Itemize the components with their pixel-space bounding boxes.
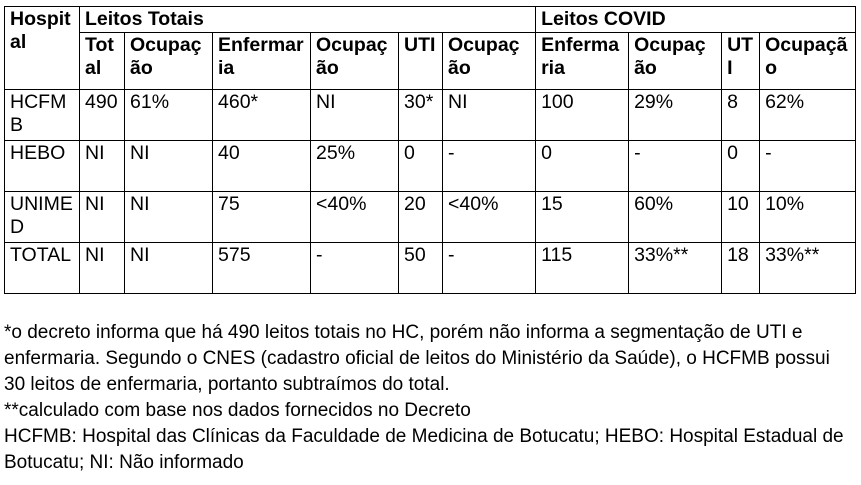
table-cell: -	[311, 243, 399, 294]
table-cell: <40%	[311, 192, 399, 243]
header-ocupacao-uti: Ocupação	[443, 33, 536, 90]
table-cell: NI	[80, 141, 125, 192]
row-hospital: TOTAL	[5, 243, 80, 294]
table-cell: 115	[536, 243, 629, 294]
table-cell: 460*	[213, 90, 311, 141]
table-cell: 62%	[760, 90, 856, 141]
table-cell: 0	[536, 141, 629, 192]
table-cell: 33%**	[629, 243, 722, 294]
table-cell: NI	[125, 243, 213, 294]
table-cell: 18	[722, 243, 760, 294]
table-cell: -	[443, 141, 536, 192]
table-cell: 15	[536, 192, 629, 243]
header-ocupacao-total: Ocupação	[125, 33, 213, 90]
table-cell: NI	[125, 141, 213, 192]
table-cell: 0	[722, 141, 760, 192]
footnotes	[4, 320, 856, 476]
header-leitos-covid: Leitos COVID	[536, 7, 856, 33]
header-covid-ocupacao-uti: Ocupação	[760, 33, 856, 90]
table-cell: -	[629, 141, 722, 192]
header-hospital: Hospital	[5, 7, 80, 90]
table-cell: 33%**	[760, 243, 856, 294]
table-cell: NI	[443, 90, 536, 141]
table-cell: 29%	[629, 90, 722, 141]
footnote-2: **calculado com base nos dados fornecidos no Decreto	[4, 400, 471, 421]
table-cell: NI	[125, 192, 213, 243]
header-uti: UTI	[399, 33, 443, 90]
footnote-3: HCFMB: Hospital das Clínicas da Faculdade de Medicina de Botucatu; HEBO: Hospital Estadual de Botucatu; NI: Não informado	[4, 426, 844, 473]
table-cell: 0	[399, 141, 443, 192]
header-leitos-totais: Leitos Totais	[80, 7, 536, 33]
table-cell: 30*	[399, 90, 443, 141]
table-cell: 40	[213, 141, 311, 192]
table-cell: NI	[80, 192, 125, 243]
table-cell: 75	[213, 192, 311, 243]
table-row	[5, 192, 856, 243]
table-row	[5, 243, 856, 294]
table-cell: NI	[80, 243, 125, 294]
header-ocupacao-enfermaria: Ocupação	[311, 33, 399, 90]
table-row	[5, 141, 856, 192]
row-hospital: UNIMED	[5, 192, 80, 243]
hospital-beds-table	[4, 6, 856, 294]
table-cell: 8	[722, 90, 760, 141]
table-cell: 490	[80, 90, 125, 141]
table-cell: 25%	[311, 141, 399, 192]
table-cell: 10%	[760, 192, 856, 243]
table-cell: 61%	[125, 90, 213, 141]
table-cell: NI	[311, 90, 399, 141]
header-covid-uti: UTI	[722, 33, 760, 90]
table-row	[5, 90, 856, 141]
header-covid-ocupacao-enfermaria: Ocupação	[629, 33, 722, 90]
header-row-1	[5, 7, 856, 33]
header-row-2	[5, 33, 856, 90]
header-total: Total	[80, 33, 125, 90]
table-cell: 20	[399, 192, 443, 243]
table-cell: 575	[213, 243, 311, 294]
header-covid-enfermaria: Enfermaria	[536, 33, 629, 90]
table-cell: 10	[722, 192, 760, 243]
row-hospital: HCFMB	[5, 90, 80, 141]
table-cell: 60%	[629, 192, 722, 243]
header-enfermaria: Enfermaria	[213, 33, 311, 90]
table-cell: 100	[536, 90, 629, 141]
row-hospital: HEBO	[5, 141, 80, 192]
footnote-1: *o decreto informa que há 490 leitos totais no HC, porém não informa a segmentação de UTI e enfermaria. Segundo o CNES (cadastro oficial de leitos do Ministério da Saúde), o HCFMB possui 30 leitos de enfermaria, portanto subtraímos do total.	[4, 322, 830, 395]
table-cell: 50	[399, 243, 443, 294]
table-cell: -	[443, 243, 536, 294]
table-cell: <40%	[443, 192, 536, 243]
table-cell: -	[760, 141, 856, 192]
